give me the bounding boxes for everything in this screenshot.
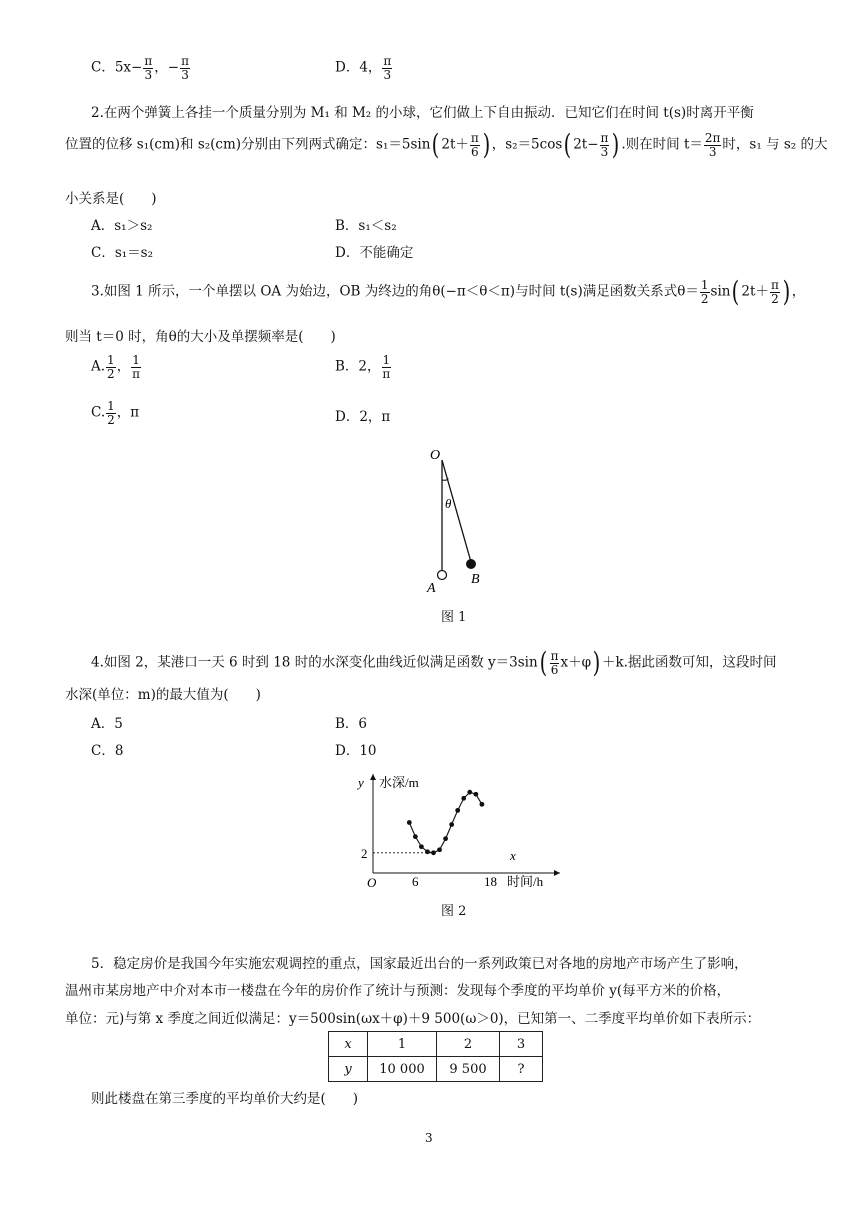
depth-curve [409, 792, 482, 853]
y-axis-arrow [370, 774, 376, 780]
q3-option-b [335, 354, 392, 380]
q3-option-a [91, 354, 142, 380]
text: ， [116, 358, 131, 375]
text: 3.如图 1 所示，一个单摆以 OA 为始边，OB 为终边的角θ(−π＜θ＜π)与时间 t(s)满足函数关系式θ＝ [91, 283, 699, 300]
left-paren: ( [563, 128, 572, 161]
frac-num: π [181, 54, 189, 68]
water-depth-chart [355, 768, 565, 893]
data-point [473, 792, 478, 797]
string-ob [442, 460, 471, 562]
frac-den: 6 [550, 662, 559, 677]
text: 2t− [573, 136, 599, 153]
q2-option-b: B．s₁＜s₂ [335, 218, 397, 234]
frac-den: 3 [708, 144, 717, 159]
frac-num: π [144, 54, 153, 68]
data-point [480, 802, 485, 807]
q4-option-b: B．6 [335, 716, 368, 732]
q1-option-c [91, 55, 191, 81]
q5-stem-line4: 则此楼盘在第三季度的平均单价大约是( ) [91, 1091, 359, 1107]
frac-num: 1 [382, 353, 391, 367]
fraction [704, 132, 722, 158]
q5-stem-line1: 5．稳定房价是我国今年实施宏观调控的重点，国家最近出台的一系列政策已对各地的房地产市场产生了影响， [91, 956, 748, 972]
right-paren: ) [592, 646, 601, 679]
x-tick-18: 18 [484, 874, 497, 889]
q3-option-d: D．2，π [335, 409, 391, 425]
option-letter: C． [91, 59, 115, 76]
frac-den: π [382, 366, 391, 381]
frac-num: π [383, 54, 392, 68]
page-number: 3 [425, 1131, 433, 1145]
q4-option-d: D．10 [335, 743, 377, 759]
left-paren: ( [732, 275, 740, 308]
figure-1-caption: 图 1 [441, 610, 467, 625]
data-point [455, 808, 460, 813]
table-cell [329, 1057, 368, 1082]
frac-den: 2 [771, 291, 779, 306]
frac-den: 3 [383, 67, 392, 82]
right-paren: ) [482, 128, 491, 161]
frac-num: 1 [700, 277, 709, 292]
cell-text: y [344, 1061, 352, 1077]
option-text: 5x− [114, 59, 143, 76]
x-tick-6: 6 [412, 874, 419, 889]
table-cell: 3 [500, 1032, 543, 1057]
table-cell: 2 [437, 1032, 500, 1057]
fraction [382, 55, 392, 81]
table-row [329, 1057, 543, 1082]
frac-num: 2π [704, 130, 721, 145]
q5-stem-line2: 温州市某房地产中介对本市一楼盘在今年的房价作了统计与预测：发现每个季度的平均单价 y(每平方米的价格， [65, 983, 731, 999]
text: x＋φ [560, 654, 592, 671]
q4-option-c: C．8 [91, 743, 124, 759]
q3-stem-line1 [91, 275, 806, 308]
y-tick-2: 2 [361, 845, 368, 861]
y-axis-var: y [358, 775, 364, 790]
frac-den: π [132, 366, 140, 381]
q5-stem-line3: 单位：元)与第 x 季度之间近似满足：y＝500sin(ωx＋φ)＋9 500(ω＞0)，已知第一、二季度平均单价如下表所示： [65, 1011, 761, 1027]
data-point [425, 849, 430, 854]
price-table [328, 1031, 543, 1082]
frac-den: 3 [144, 67, 153, 82]
text: ＋k.据此函数可知，这段时间 [601, 654, 777, 671]
option-letter: D． [335, 59, 360, 76]
frac-den: 2 [107, 412, 115, 427]
q4-stem-line1 [91, 646, 777, 679]
data-point [413, 834, 418, 839]
fraction [770, 279, 780, 305]
fraction [106, 400, 116, 426]
text: .则在时间 t＝ [621, 136, 703, 153]
text: 2t＋ [441, 136, 469, 153]
fraction [600, 132, 610, 158]
table-cell: 1 [368, 1032, 437, 1057]
text: ， [791, 283, 806, 300]
data-point [449, 822, 454, 827]
option-text: ，− [154, 59, 180, 76]
q1-option-d [335, 55, 393, 81]
fraction [700, 279, 710, 305]
left-paren: ( [539, 646, 547, 679]
q2-stem-line1: 2.在两个弹簧上各挂一个质量分别为 M₁ 和 M₂ 的小球，它们做上下自由振动．已知它们在时间 t(s)时离开平衡 [91, 105, 754, 121]
frac-num: 1 [107, 399, 115, 413]
label-o: O [430, 448, 441, 463]
frac-den: 3 [181, 67, 189, 82]
text: 2t＋ [741, 283, 769, 300]
option-text: B．2， [335, 358, 381, 375]
data-point [431, 850, 436, 855]
table-cell [329, 1032, 368, 1057]
option-text: 4， [359, 59, 382, 76]
frac-num: π [550, 648, 559, 663]
x-axis-var: x [510, 848, 516, 863]
fraction [106, 354, 116, 380]
fraction [131, 354, 141, 380]
q2-stem-line2 [65, 128, 828, 161]
x-axis-label: 时间/h [507, 874, 544, 889]
data-point [443, 836, 448, 841]
right-paren: ) [612, 128, 620, 161]
q2-option-c: C．s₁＝s₂ [91, 245, 154, 261]
option-text: ，π [116, 404, 140, 421]
fraction [382, 354, 392, 380]
text: 时，s₁ 与 s₂ 的大 [722, 136, 828, 153]
fraction [180, 55, 190, 81]
table-cell: 10 000 [368, 1057, 437, 1082]
label-theta: θ [445, 496, 452, 511]
x-axis-arrow [554, 870, 560, 876]
text: 位置的位移 s₁(cm)和 s₂(cm)分别由下列两式确定：s₁＝5sin [65, 136, 431, 153]
origin-label: O [367, 875, 377, 890]
frac-den: 2 [700, 291, 709, 306]
data-point [407, 820, 412, 825]
q3-option-c [91, 400, 139, 426]
table-cell: 9 500 [437, 1057, 500, 1082]
y-axis-label: 水深/m [379, 775, 419, 790]
option-letter: C. [91, 404, 106, 421]
data-point [461, 796, 466, 801]
frac-num: π [600, 130, 609, 145]
frac-num: π [470, 130, 479, 145]
q4-stem-line2: 水深(单位：m)的最大值为( ) [65, 687, 261, 703]
q4-option-a: A．5 [91, 716, 123, 732]
option-letter: A. [91, 358, 106, 375]
ball-b [466, 559, 476, 569]
text: ，s₂＝5cos [491, 136, 563, 153]
right-paren: ) [782, 275, 791, 308]
left-paren: ( [432, 128, 440, 161]
q2-option-d: D．不能确定 [335, 245, 414, 261]
table-cell: ? [500, 1057, 543, 1082]
frac-den: 3 [600, 144, 609, 159]
pendulum-figure [420, 442, 500, 592]
frac-den: 6 [471, 144, 479, 159]
q2-option-a: A．s₁＞s₂ [91, 218, 153, 234]
label-a: A [427, 581, 436, 592]
fraction [470, 132, 480, 158]
text: sin [710, 283, 731, 300]
text: 4.如图 2，某港口一天 6 时到 18 时的水深变化曲线近似满足函数 y＝3sin [91, 654, 538, 671]
cell-text: x [344, 1036, 352, 1052]
q2-stem-line3: 小关系是( ) [65, 191, 157, 207]
data-point [467, 790, 472, 795]
data-point [437, 847, 442, 852]
frac-num: π [770, 277, 779, 292]
frac-num: 1 [107, 353, 115, 367]
label-b: B [471, 572, 480, 587]
frac-den: 2 [107, 366, 115, 381]
q3-stem-line2: 则当 t＝0 时，角θ的大小及单摆频率是( ) [65, 329, 336, 345]
figure-2-caption: 图 2 [441, 904, 467, 919]
frac-num: 1 [132, 353, 140, 367]
data-point [419, 844, 424, 849]
fraction [143, 55, 153, 81]
fraction [550, 650, 560, 676]
ball-a [438, 571, 447, 580]
table-row [329, 1032, 543, 1057]
